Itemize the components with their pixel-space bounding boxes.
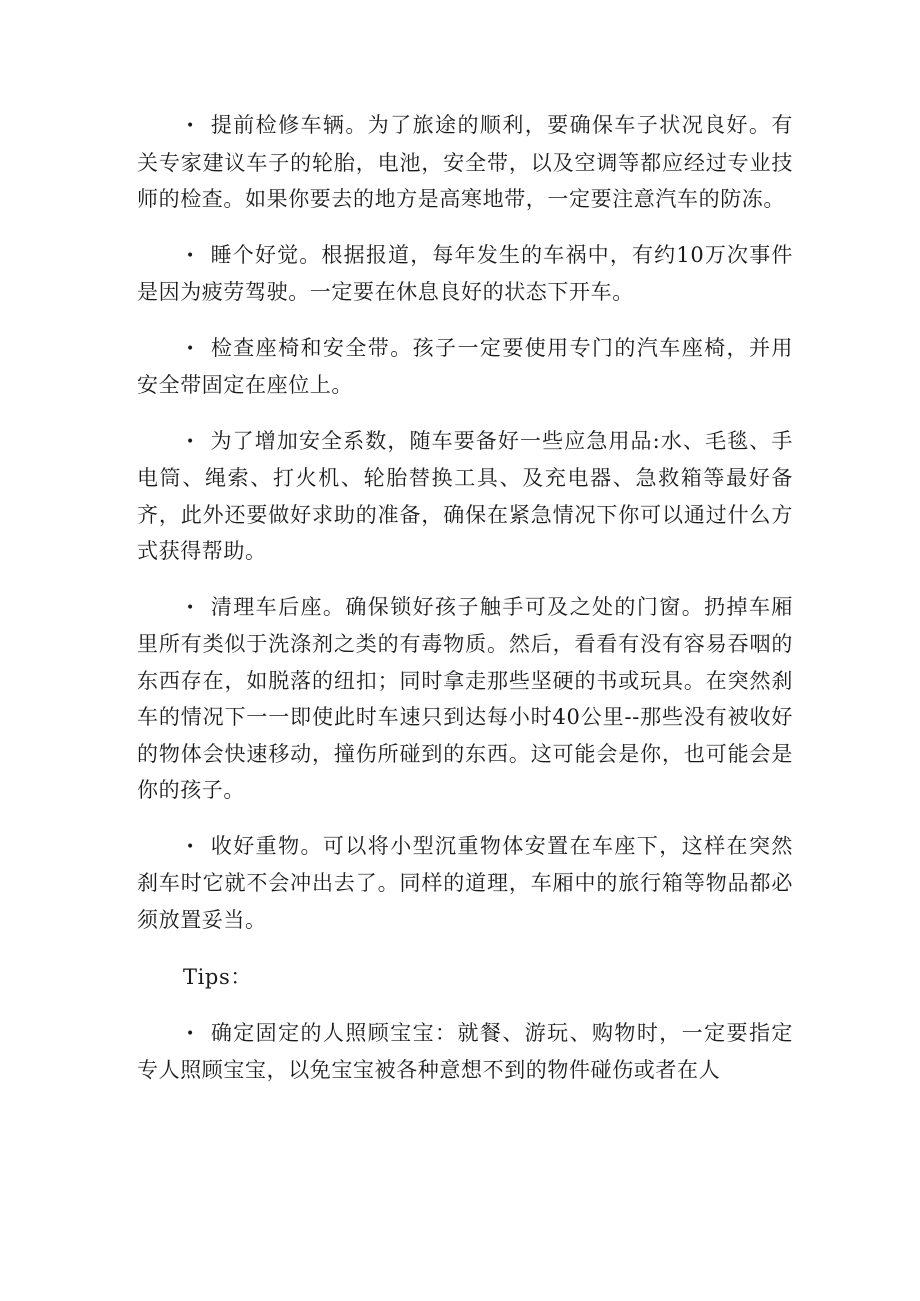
list-item [137,423,793,570]
bullet-icon: • [186,1025,195,1042]
bullet-icon: • [186,340,195,357]
list-item-text: 为了增加安全系数，随车要备好一些应急用品:水、毛毯、手电筒、绳索、打火机、轮胎替换工具、及充电器、急救箱等最好备齐，此外还要做好求助的准备，确保在紧急情况下你可以通过什么方式获得帮助。 [137,428,793,563]
list-item [137,107,793,218]
list-item-text: 收好重物。可以将小型沉重物体安置在车座下，这样在突然刹车时它就不会冲出去了。同样的道理，车厢中的旅行箱等物品都必须放置妥当。 [137,833,793,932]
list-item [137,330,793,404]
bullet-icon: • [186,247,195,264]
list-item-text: 清理车后座。确保锁好孩子触手可及之处的门窗。扔掉车厢里所有类似于洗涤剂之类的有毒物质。然后，看看有没有容易吞咽的东西存在，如脱落的纽扣；同时拿走那些坚硬的书或玩具。在突然刹车的情况下一一即使此时车速只到达每小时40公里--那些没有被收好的物体会快速移动，撞伤所碰到的东西。这可能会是你，也可能会是你的孩子。 [137,594,793,802]
tips-item [137,1015,793,1089]
list-item [137,828,793,939]
tips-heading: Tips： [183,965,252,989]
bullet-icon: • [186,599,195,616]
bullet-icon: • [186,433,195,450]
tips-item-text: 确定固定的人照顾宝宝：就餐、游玩、购物时，一定要指定专人照顾宝宝，以免宝宝被各种意想不到的物件碰伤或者在人 [137,1020,793,1082]
list-item-text: 睡个好觉。根据报道，每年发生的车祸中，有约10万次事件是因为疲劳驾驶。一定要在休息良好的状态下开车。 [137,242,793,304]
list-item [137,589,793,809]
list-item-text: 检查座椅和安全带。孩子一定要使用专门的汽车座椅，并用安全带固定在座位上。 [137,335,793,397]
list-item-text: 提前检修车辆。为了旅途的顺利，要确保车子状况良好。有关专家建议车子的轮胎，电池，安全带，以及空调等都应经过专业技师的检查。如果你要去的地方是高寒地带，一定要注意汽车的防冻。 [137,113,793,211]
bullet-icon: • [186,118,195,134]
document-page [137,107,793,1108]
list-item [137,237,793,311]
bullet-icon: • [186,838,195,855]
